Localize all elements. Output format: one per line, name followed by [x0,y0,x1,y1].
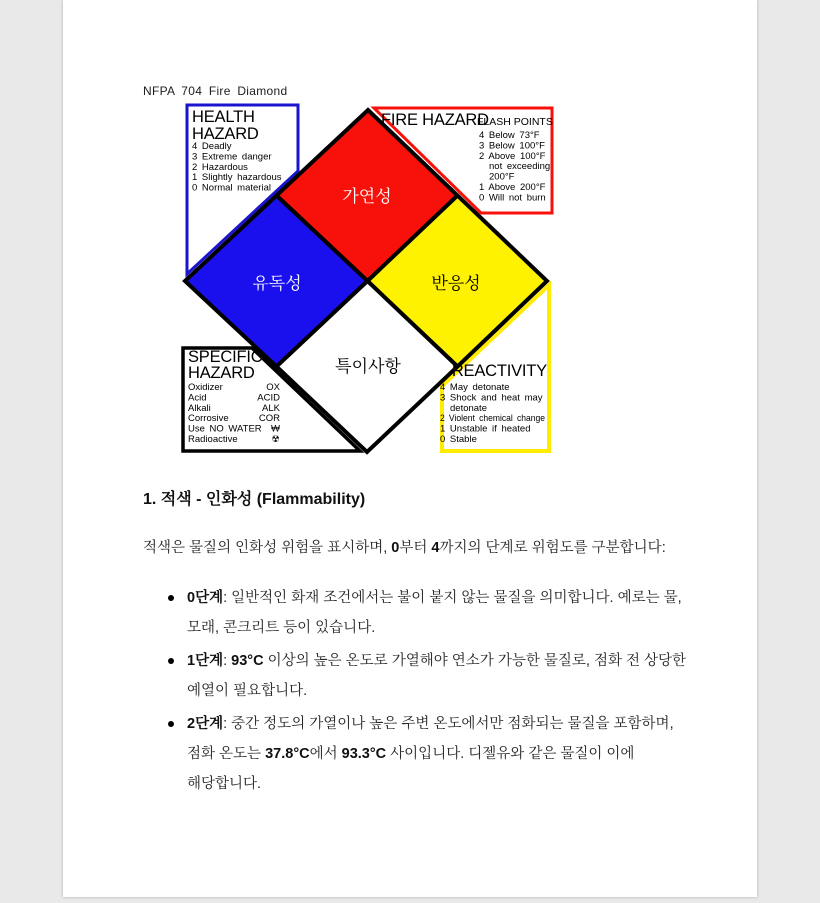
figure-caption: NFPA 704 Fire Diamond [143,84,288,98]
specific-hazard-title-1: SPECIFIC [188,348,263,366]
health-item: 2 Hazardous [192,161,248,173]
fire-hazard-subtitle: FLASH POINTS [477,116,553,128]
specific-item-label: Alkali [188,402,211,414]
item-text: : 중간 정도의 가열이나 높은 주변 온도에서만 점화되는 물질을 포함하며, [223,716,674,732]
bold-term: 1단계 [187,653,224,669]
specific-hazard-title-2: HAZARD [188,364,255,382]
specific-item-label: Radioactive [188,434,238,445]
intro-text: 적색은 물질의 인화성 위험을 표시하며, [143,540,392,556]
intro-text: 부터 [399,540,432,556]
nfpa-704-diagram [143,100,555,457]
bold-value: 93°C [231,653,264,669]
reactivity-title: REACTIVITY [451,362,547,380]
item-text: 예열이 필요합니다. [187,683,308,699]
bold-value: 37.8°C [265,746,310,762]
item-text: 이상의 높은 온도로 가열해야 연소가 가능한 물질로, 점화 전 상당한 [263,653,687,669]
fire-item: 0 Will not burn [479,192,546,204]
item-text: : 일반적인 화재 조건에서는 불이 붙지 않는 물질을 의미합니다. 예로는 물, [223,590,682,606]
reactivity-item: 1 Unstable if heated [440,423,531,435]
reactivity-quadrant-label: 반응성 [431,274,481,293]
list-item-line [187,676,757,706]
bold-value: 93.3°C [341,746,387,762]
intro-paragraph [143,537,757,559]
bullet-icon [168,658,174,664]
fire-item: 1 Above 200°F [479,182,546,193]
fire-hazard-title: FIRE HAZARD [381,111,489,129]
list-item-line [187,613,757,643]
reactivity-item: 0 Stable [440,434,477,445]
item-text: 해당합니다. [187,776,262,792]
item-text: 에서 [309,746,342,762]
item-text: 사이입니다. 디젤유와 같은 물질이 이에 [386,746,635,762]
bullet-icon [168,595,174,601]
health-hazard-title-2: HAZARD [192,125,259,143]
item-text: 모래, 콘크리트 등이 있습니다. [187,620,376,636]
reactivity-item: detonate [450,402,487,414]
no-water-icon: ₩ [271,423,280,435]
document-content [63,0,757,799]
list-item-level-0 [143,583,757,643]
bullet-list [143,583,757,799]
reactivity-item: 3 Shock and heat may [440,392,543,404]
health-item: 4 Deadly [192,141,232,152]
specific-item-label: Acid [188,392,207,404]
fire-item: 4 Below 73°F [479,130,540,141]
specific-item-label: Oxidizer [188,382,223,393]
list-item-line [187,646,757,676]
intro-bold: 4 [431,540,440,556]
section-heading: 1. 적색 - 인화성 (Flammability) [143,491,366,508]
intro-bold: 0 [391,540,400,556]
reactivity-item: 4 May detonate [440,382,510,393]
radioactive-icon: ☢ [271,434,280,445]
specific-item-code: ALK [262,402,280,414]
bullet-icon [168,721,174,727]
item-text: : [223,653,232,669]
specific-item-label: Corrosive [188,413,229,425]
fire-item: not exceeding [489,161,551,173]
list-item-level-1 [143,646,757,706]
fire-item: 200°F [489,171,515,183]
health-item: 1 Slightly hazardous [192,172,282,184]
health-item: 0 Normal material [192,182,271,194]
fire-item: 2 Above 100°F [479,150,546,162]
special-notice-quadrant-label: 특이사항 [335,357,401,376]
specific-item-label: Use NO WATER [188,423,262,435]
reactivity-item: 2 Violent chemical change [440,413,545,425]
specific-item-code: OX [266,382,280,393]
specific-item-code: COR [258,413,280,425]
flammability-quadrant-label: 가연성 [342,187,392,206]
bold-term: 2단계 [187,716,224,732]
health-hazard-title-1: HEALTH [192,108,255,126]
health-item: 3 Extreme danger [192,151,272,163]
intro-text: 까지의 단계로 위험도를 구분합니다: [439,540,666,556]
toxicity-quadrant-label: 유독성 [252,274,302,293]
list-item-line [187,709,757,739]
bold-term: 0단계 [187,590,224,606]
document-page [63,0,757,897]
item-text: 점화 온도는 [187,746,266,762]
list-item-line [187,739,757,769]
list-item-level-2 [143,709,757,799]
fire-item: 3 Below 100°F [479,140,545,152]
list-item-line [187,583,757,613]
list-item-line [187,769,757,799]
specific-item-code: ACID [257,392,280,404]
